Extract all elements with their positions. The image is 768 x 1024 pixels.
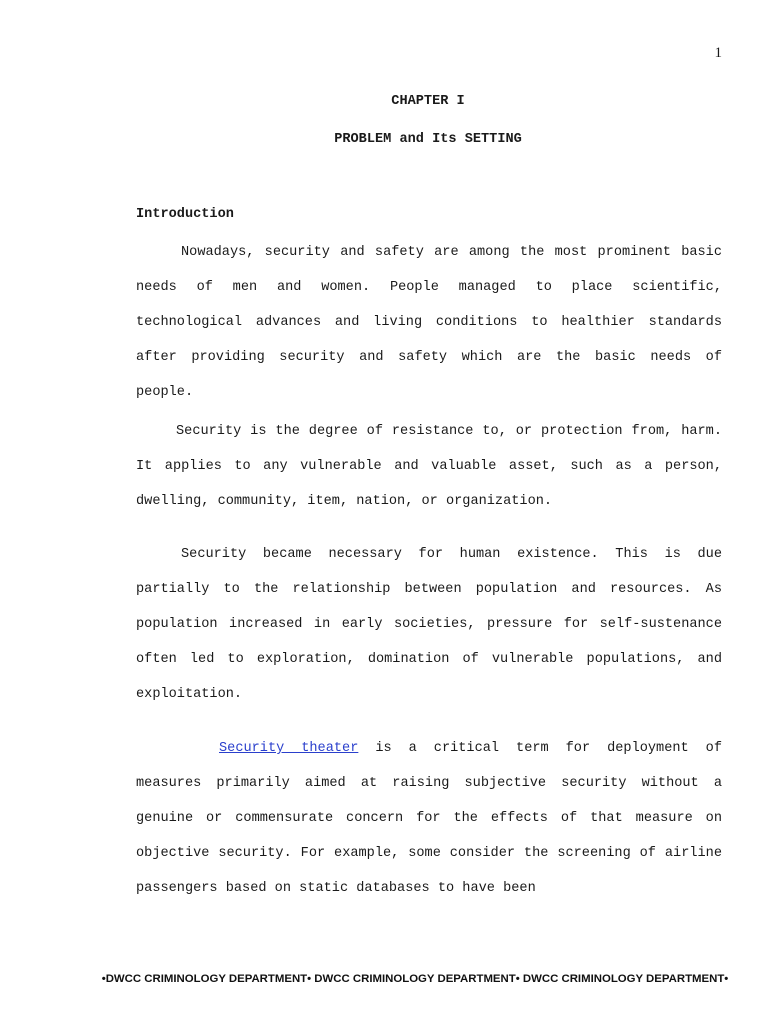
paragraph-security-history: Security became necessary for human existence. This is due partially to the relationship between population and resources. As population increased in early societies, pressure for self-sustenance often led to exploration, domination of vulnerable populations, and exploitation.: [136, 547, 722, 703]
page-number: 1: [714, 45, 722, 61]
security-theater-link[interactable]: Security theater: [219, 741, 359, 756]
paragraph-security-theater: [136, 731, 722, 906]
paragraph-security-definition: Security is the degree of resistance to, or protection from, harm. It applies to any vulnerable and valuable asset, such as a person, dwelling, community, item, nation, or organization.: [136, 424, 722, 510]
paragraph-intro: Nowadays, security and safety are among the most prominent basic needs of men and women. People managed to place scientific, technological advances and living conditions to healthier standards after providing security and safety which are the basic needs of people.: [136, 245, 722, 401]
paragraph-security-theater-text: is a critical term for deployment of measures primarily aimed at raising subjective security without a genuine or commensurate concern for the effects of that measure on objective security. For example, some consider the screening of airline passengers based on static databases to have been: [136, 741, 722, 897]
chapter-title: CHAPTER I: [391, 94, 465, 109]
section-heading: Introduction: [136, 207, 234, 222]
page-footer: •DWCC CRIMINOLOGY DEPARTMENT• DWCC CRIMINOLOGY DEPARTMENT• DWCC CRIMINOLOGY DEPARTMENT•: [101, 973, 729, 985]
chapter-subtitle: PROBLEM and Its SETTING: [334, 132, 522, 147]
